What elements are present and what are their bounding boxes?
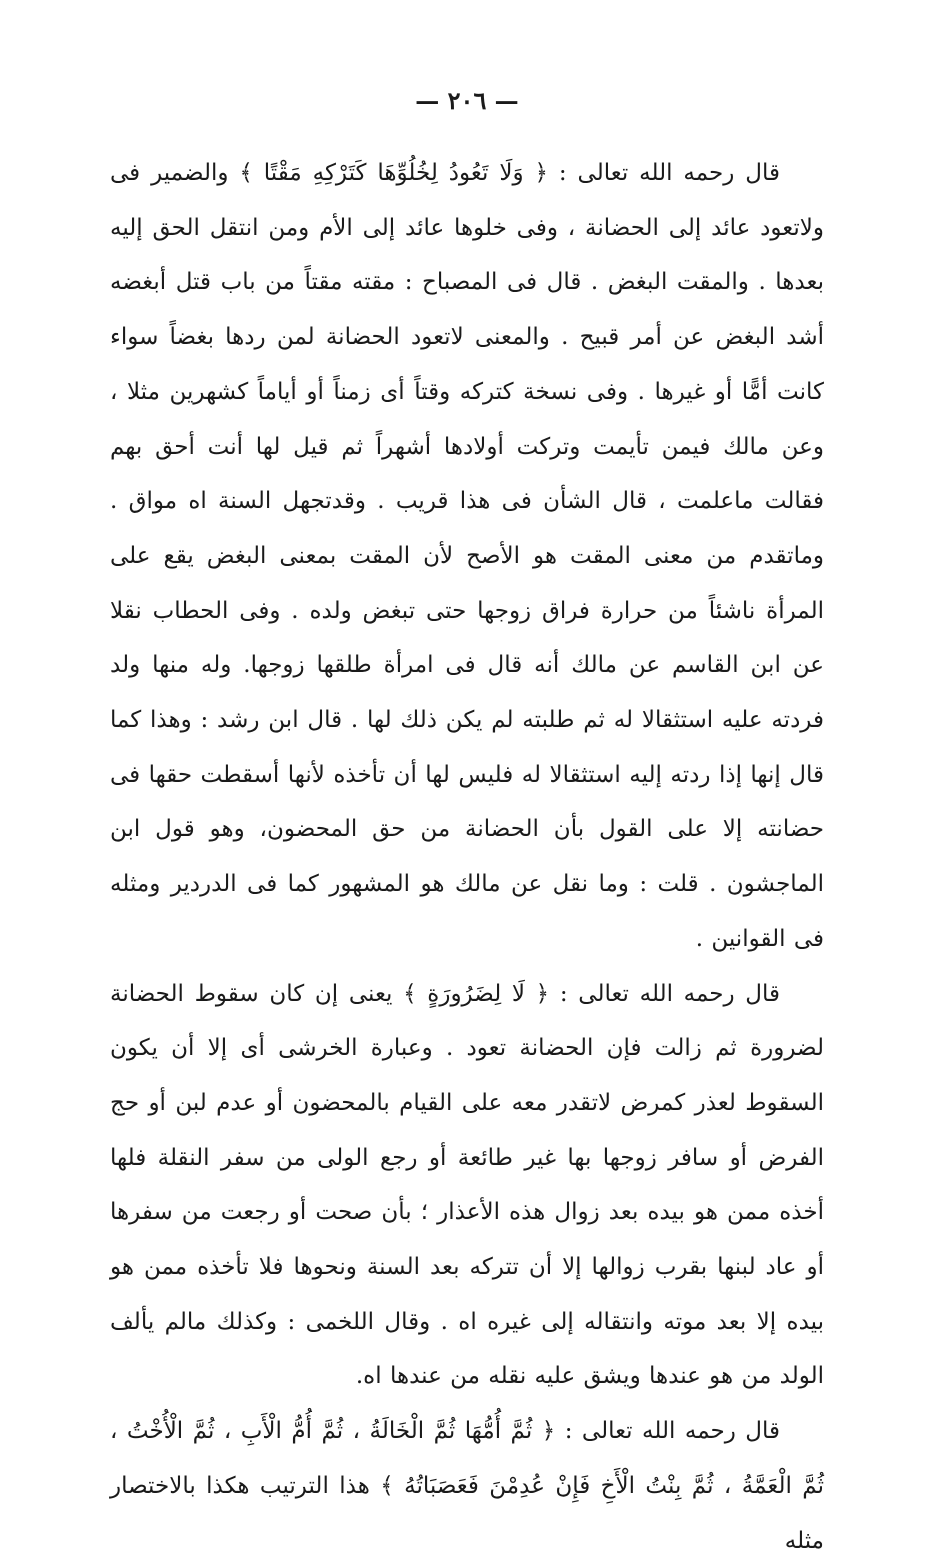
- paragraph-3: [110, 1404, 824, 1568]
- paragraph-1-body: والضمير فى ولاتعود عائد إلى الحضانة ، وفى خلوها عائد إلى الأم ومن انتقل الحق إليه بعدها . والمقت البغض . قال فى المصباح : مقته مقتاً من باب قتل أبغضه أشد البغض عن أمر قبيح . والمعنى لاتعود الحضانة لمن ردها بغضاً سواء كانت أمًّا أو غيرها . وفى نسخة كتركه وقتاً أى زمناً أو أياماً كشهرين مثلا ، وعن مالك فيمن تأيمت وتركت أولادها أشهراً ثم قيل لها أنت أحق بهم فقالت ماعلمت ، قال الشأن فى هذا قريب . وقدتجهل السنة اه مواق . وماتقدم من معنى المقت هو الأصح لأن المقت بمعنى البغض يقع على المرأة ناشئاً من حرارة فراق زوجها حتى تبغض ولده . وفى الحطاب نقلا عن ابن القاسم عن مالك أنه قال فى امرأة طلقها زوجها. وله منها ولد فردته عليه استثقالا له ثم طلبته لم يكن ذلك لها . قال ابن رشد : وهذا كما قال إنها إذا ردته إليه استثقالا له فليس لها أن تأخذه لأنها أسقطت حقها فى حضانته إلا على القول بأن الحضانة من حق المحضون، وهو قول ابن الماجشون . قلت : وما نقل عن مالك هو المشهور كما فى الدردير ومثله فى القوانين .: [110, 160, 824, 952]
- page-number: — ٢٠٦ —: [415, 86, 519, 115]
- paragraph-3-intro: قال رحمه الله تعالى :: [564, 1418, 781, 1445]
- paragraph-1: [110, 146, 824, 967]
- paragraph-2: [110, 967, 824, 1405]
- paragraph-3-body: هذا الترتيب هكذا بالاختصار مثله: [110, 1472, 824, 1554]
- paragraph-3-quote: ﴿ ثُمَّ أُمُّهَا ثُمَّ الْخَالَةُ ، ثُمَّ أُمُّ الْأَبِ ، ثُمَّ الْأُخْتُ ، ثُمَّ الْعَمَّةُ ، ثُمَّ بِنْتُ الْأَخِ فَإِنْ عُدِمْنَ فَعَصَبَاتُهُ ﴾: [110, 1418, 824, 1499]
- paragraph-2-quote: ﴿ لَا لِضَرُورَةٍ ﴾: [403, 980, 550, 1007]
- paragraph-2-intro: قال رحمه الله تعالى :: [559, 980, 781, 1007]
- paragraph-2-body: يعنى إن كان سقوط الحضانة لضرورة ثم زالت فإن الحضانة تعود . وعبارة الخرشى أى إلا أن يكون السقوط لعذر كمرض لاتقدر معه على القيام بالمحضون أو عدم لبن أو حج الفرض أو سافر زوجها بها غير طائعة أو رجع الولى من سفر النقلة فلها أخذه ممن هو بيده بعد زوال هذه الأعذار ؛ بأن صحت أو رجعت من سفرها أو عاد لبنها بقرب زوالها إلا أن تتركه بعد السنة ونحوها فلا تأخذه ممن هو بيده إلا بعد موته وانتقاله إلى غيره اه . وقال اللخمى : وكذلك مالم يألف الولد من هو عندها ويشق عليه نقله من عندها اه.: [110, 980, 824, 1390]
- paragraph-1-intro: قال رحمه الله تعالى :: [558, 160, 781, 186]
- paragraph-1-quote: ﴿ وَلَا تَعُودُ لِخُلُوِّهَا كَتَرْكِهِ مَقْتًا ﴾: [239, 160, 548, 186]
